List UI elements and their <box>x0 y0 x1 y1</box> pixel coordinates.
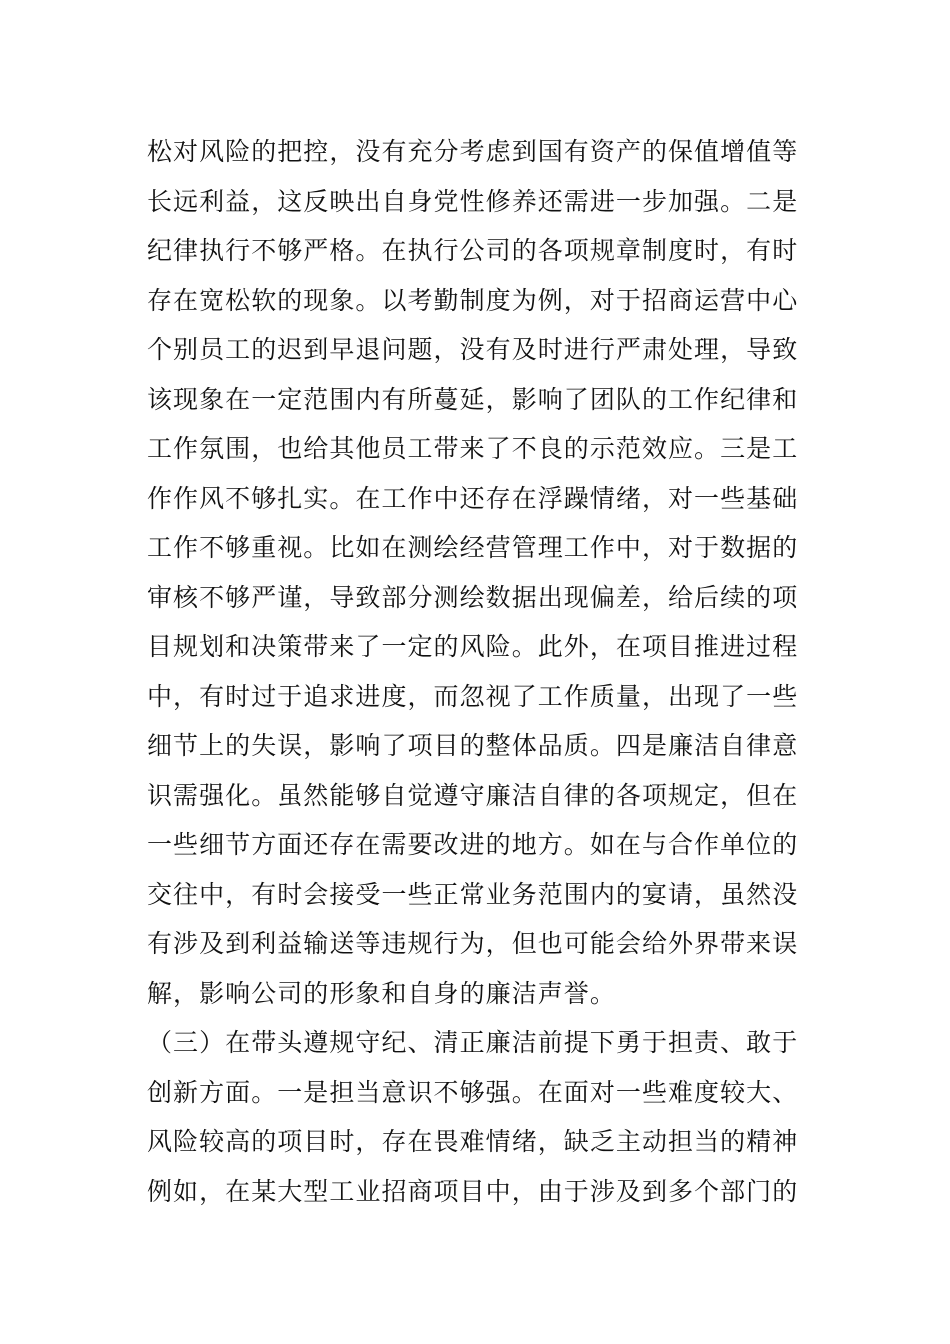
text-line: 中，有时过于追求进度，而忽视了工作质量，出现了一些 <box>147 681 799 711</box>
text-line: 交往中，有时会接受一些正常业务范围内的宴请，虽然没 <box>147 879 799 909</box>
text-line: 一些细节方面还存在需要改进的地方。如在与合作单位的 <box>147 830 799 859</box>
text-line: 创新方面。一是担当意识不够强。在面对一些难度较大、 <box>147 1077 799 1107</box>
text-line: 个别员工的迟到早退问题，没有及时进行严肃处理，导致 <box>147 335 799 364</box>
text-line: 目规划和决策带来了一定的风险。此外，在项目推进过程 <box>147 632 799 661</box>
text-line: 识需强化。虽然能够自觉遵守廉洁自律的各项规定，但在 <box>147 780 799 810</box>
section-heading-line: （三）在带头遵规守纪、清正廉洁前提下勇于担责、敢于 <box>147 1028 799 1057</box>
text-line: 存在宽松软的现象。以考勤制度为例，对于招商运营中心 <box>147 285 799 315</box>
text-line: 细节上的失误，影响了项目的整体品质。四是廉洁自律意 <box>147 731 799 760</box>
text-line: 有涉及到利益输送等违规行为，但也可能会给外界带来误 <box>147 929 799 958</box>
text-line: 该现象在一定范围内有所蔓延，影响了团队的工作纪律和 <box>147 384 799 414</box>
text-line: 纪律执行不够严格。在执行公司的各项规章制度时，有时 <box>147 236 799 265</box>
text-line: 审核不够严谨，导致部分测绘数据出现偏差，给后续的项 <box>147 582 799 612</box>
text-line: 风险较高的项目时，存在畏难情绪，缺乏主动担当的精神 <box>147 1127 799 1156</box>
text-line: 作作风不够扎实。在工作中还存在浮躁情绪，对一些基础 <box>147 483 799 513</box>
text-line: 松对风险的把控，没有充分考虑到国有资产的保值增值等 <box>147 137 799 166</box>
text-line: 解，影响公司的形象和自身的廉洁声誉。 <box>147 978 616 1008</box>
text-line: 长远利益，这反映出自身党性修养还需进一步加强。二是 <box>147 186 799 216</box>
text-line: 工作不够重视。比如在测绘经营管理工作中，对于数据的 <box>147 533 799 562</box>
body-text <box>147 127 807 1216</box>
text-line: 工作氛围，也给其他员工带来了不良的示范效应。三是工 <box>147 434 799 463</box>
text-line: 例如，在某大型工业招商项目中，由于涉及到多个部门的 <box>147 1176 799 1206</box>
